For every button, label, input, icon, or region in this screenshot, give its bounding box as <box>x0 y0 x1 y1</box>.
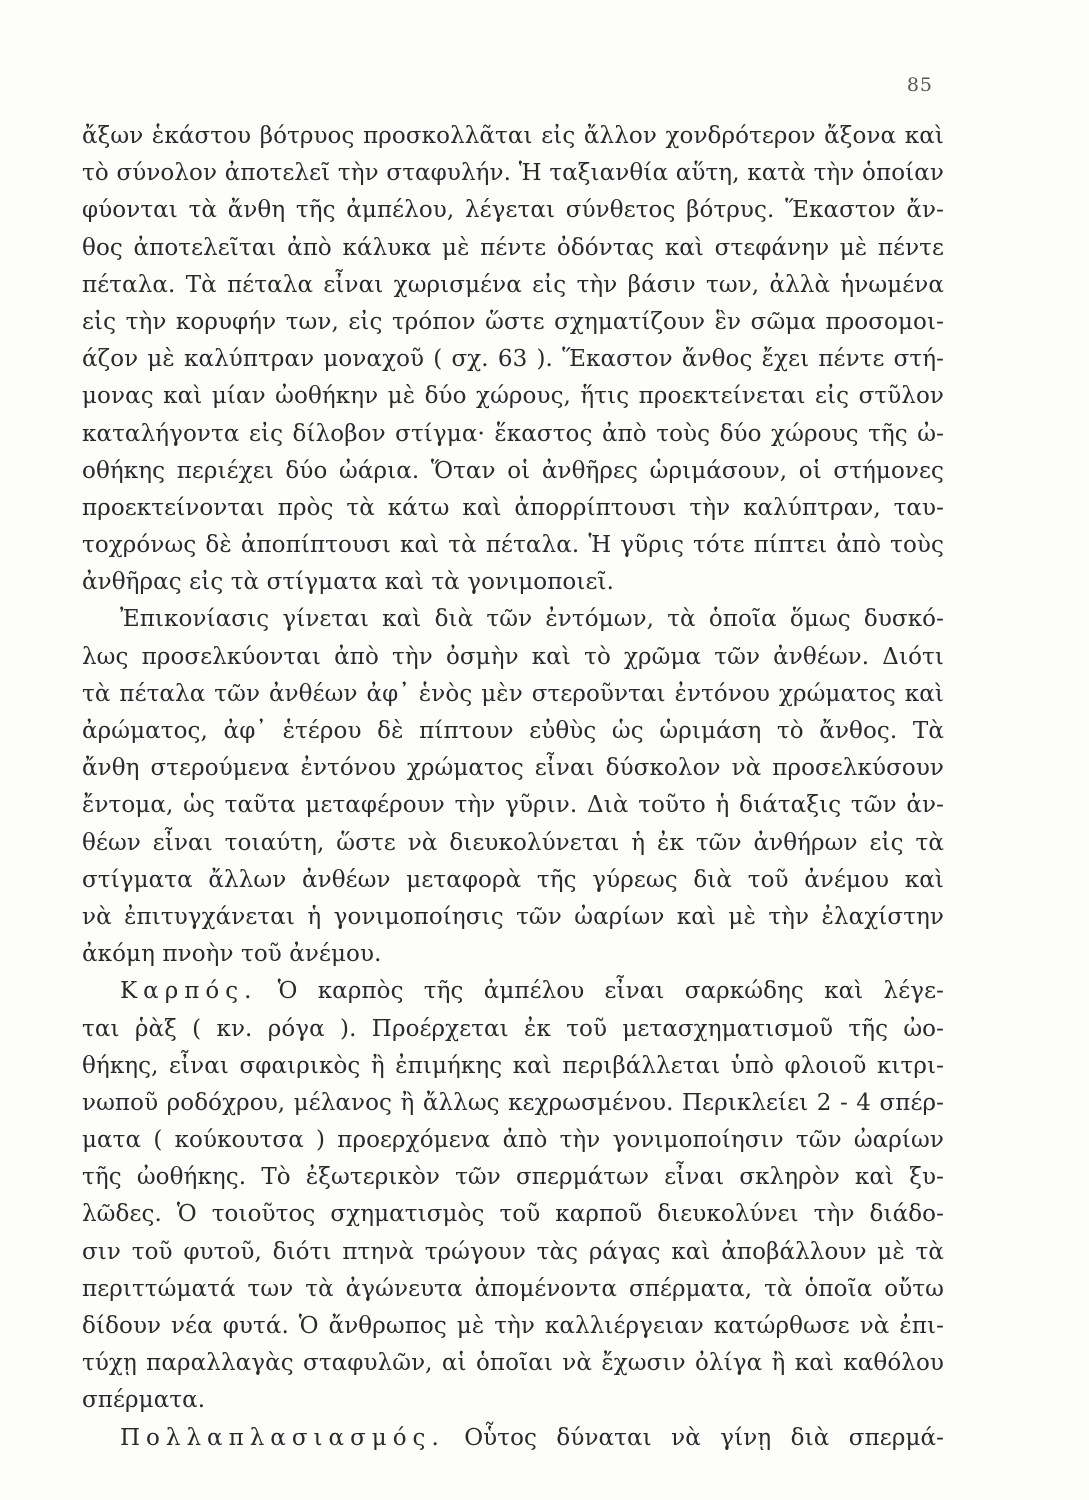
text-line: θήκης, εἶναι σφαιρικὸς ἢ ἐπιμήκης καὶ περιβάλλεται ὑπὸ φλοιοῦ κιτρι- <box>82 1052 944 1079</box>
text-line: νωποῦ ροδόχρου, μέλανος ἢ ἄλλως κεχρωσμένου. Περικλείει 2 - 4 σπέρ- <box>82 1089 944 1116</box>
text-line: ἔντομα, ὡς ταῦτα μεταφέρουν τὴν γῦριν. Διὰ τοῦτο ἡ διάταξις τῶν ἀν- <box>82 792 944 819</box>
page-number: 85 <box>906 74 933 96</box>
text-line: ται ῥὰξ ( κν. ρόγα ). Προέρχεται ἐκ τοῦ μετασχηματισμοῦ τῆς ὠο- <box>82 1015 944 1042</box>
text-line: σιν τοῦ φυτοῦ, διότι πτηνὰ τρώγουν τὰς ράγας καὶ ἀποβάλλουν μὲ τὰ <box>82 1238 944 1265</box>
text-line: περιττώματά των τὰ ἀγώνευτα ἀπομένοντα σπέρματα, τὰ ὁποῖα οὔτω <box>82 1275 944 1302</box>
text-line: ἀκόμη πνοὴν τοῦ ἀνέμου. <box>82 941 382 968</box>
text-line: θος ἀποτελεῖται ἀπὸ κάλυκα μὲ πέντε ὀδόντας καὶ στεφάνην μὲ πέντε <box>82 234 944 261</box>
text-line <box>82 1420 944 1457</box>
text-line: λῶδες. Ὁ τοιοῦτος σχηματισμὸς τοῦ καρποῦ διευκολύνει τὴν διάδο- <box>82 1201 944 1228</box>
text-line: τὰ πέταλα τῶν ἀνθέων ἀφ᾽ ἑνὸς μὲν στεροῦνται ἐντόνου χρώματος καὶ <box>82 680 944 707</box>
text-line: ἄξων ἑκάστου βότρυος προσκολλᾶται εἰς ἄλλον χονδρότερον ἄξονα καὶ <box>82 123 944 149</box>
text-line: νὰ ἐπιτυγχάνεται ἡ γονιμοποίησις τῶν ὠαρίων καὶ μὲ τὴν ἐλαχίστην <box>82 903 944 930</box>
text-line: τύχῃ παραλλαγὰς σταφυλῶν, αἱ ὁποῖαι νὰ ἔχωσιν ὀλίγα ἢ καὶ καθόλου <box>82 1350 944 1377</box>
text-line: στίγματα ἄλλων ἀνθέων μεταφορὰ τῆς γύρεως διὰ τοῦ ἀνέμου καὶ <box>82 866 944 893</box>
text-line: ματα ( κούκουτσα ) προερχόμενα ἀπὸ τὴν γονιμοποίησιν τῶν ὠαρίων <box>82 1127 944 1154</box>
text-line: ἀνθῆρας εἰς τὰ στίγματα καὶ τὰ γονιμοποιεῖ. <box>82 569 615 596</box>
text-fragment: Οὗτος δύναται νὰ γίνῃ διὰ σπερμά- <box>464 1424 944 1451</box>
text-line: θέων εἶναι τοιαύτη, ὥστε νὰ διευκολύνεται ἡ ἐκ τῶν ἀνθήρων εἰς τὰ <box>82 829 944 856</box>
text-line <box>82 973 944 1010</box>
body-text <box>82 118 944 1457</box>
text-line: τὸ σύνολον ἀποτελεῖ τὴν σταφυλήν. Ἡ ταξιανθία αὕτη, κατὰ τὴν ὁποίαν <box>82 160 944 187</box>
text-line: μονας καὶ μίαν ὠοθήκην μὲ δύο χώρους, ἥτις προεκτείνεται εἰς στῦλον <box>82 383 944 410</box>
text-fragment: Ὁ καρπὸς τῆς ἀμπέλου εἶναι σαρκώδης καὶ λέγε- <box>277 978 944 1005</box>
text-line: σπέρματα. <box>82 1387 206 1414</box>
section-heading-pollaplasiasmos: Πολλαπλασιασμός. <box>120 1424 445 1451</box>
text-line: άζον μὲ καλύπτραν μοναχοῦ ( σχ. 63 ). Ἕκαστον ἄνθος ἔχει πέντε στή- <box>82 346 944 373</box>
text-line: εἰς τὴν κορυφήν των, εἰς τρόπον ὥστε σχηματίζουν ἓν σῶμα προσομοι- <box>82 308 944 335</box>
text-line: καταλήγοντα εἰς δίλοβον στίγμα· ἕκαστος ἀπὸ τοὺς δύο χώρους τῆς ὠ- <box>82 420 944 447</box>
text-line: φύονται τὰ ἄνθη τῆς ἀμπέλου, λέγεται σύνθετος βότρυς. Ἕκαστον ἄν- <box>82 197 944 224</box>
text-line: τοχρόνως δὲ ἀποπίπτουσι καὶ τὰ πέταλα. Ἡ γῦρις τότε πίπτει ἀπὸ τοὺς <box>82 532 944 559</box>
text-line: δίδουν νέα φυτά. Ὁ ἄνθρωπος μὲ τὴν καλλιέργειαν κατώρθωσε νὰ ἐπι- <box>82 1313 944 1339</box>
text-line: ἀρώματος, ἀφ᾽ ἑτέρου δὲ πίπτουν εὐθὺς ὡς ὡριμάση τὸ ἄνθος. Τὰ <box>82 718 944 744</box>
text-line: προεκτείνονται πρὸς τὰ κάτω καὶ ἀπορρίπτουσι τὴν καλύπτραν, ταυ- <box>82 494 944 521</box>
text-line: πέταλα. Τὰ πέταλα εἶναι χωρισμένα εἰς τὴν βάσιν των, ἀλλὰ ἡνωμένα <box>82 271 944 298</box>
section-heading-karpos: Καρπός. <box>120 978 258 1005</box>
text-line: τῆς ὠοθήκης. Τὸ ἐξωτερικὸν τῶν σπερμάτων εἶναι σκληρὸν καὶ ξυ- <box>82 1164 944 1191</box>
text-line: Ἐπικονίασις γίνεται καὶ διὰ τῶν ἐντόμων, τὰ ὁποῖα ὅμως δυσκό- <box>120 606 944 633</box>
text-line: λως προσελκύονται ἀπὸ τὴν ὀσμὴν καὶ τὸ χρῶμα τῶν ἀνθέων. Διότι <box>82 643 944 670</box>
text-line: ἄνθη στερούμενα ἐντόνου χρώματος εἶναι δύσκολον νὰ προσελκύσουν <box>82 755 944 782</box>
text-line: οθήκης περιέχει δύο ὠάρια. Ὅταν οἱ ἀνθῆρες ὡριμάσουν, οἱ στήμονες <box>82 457 944 484</box>
